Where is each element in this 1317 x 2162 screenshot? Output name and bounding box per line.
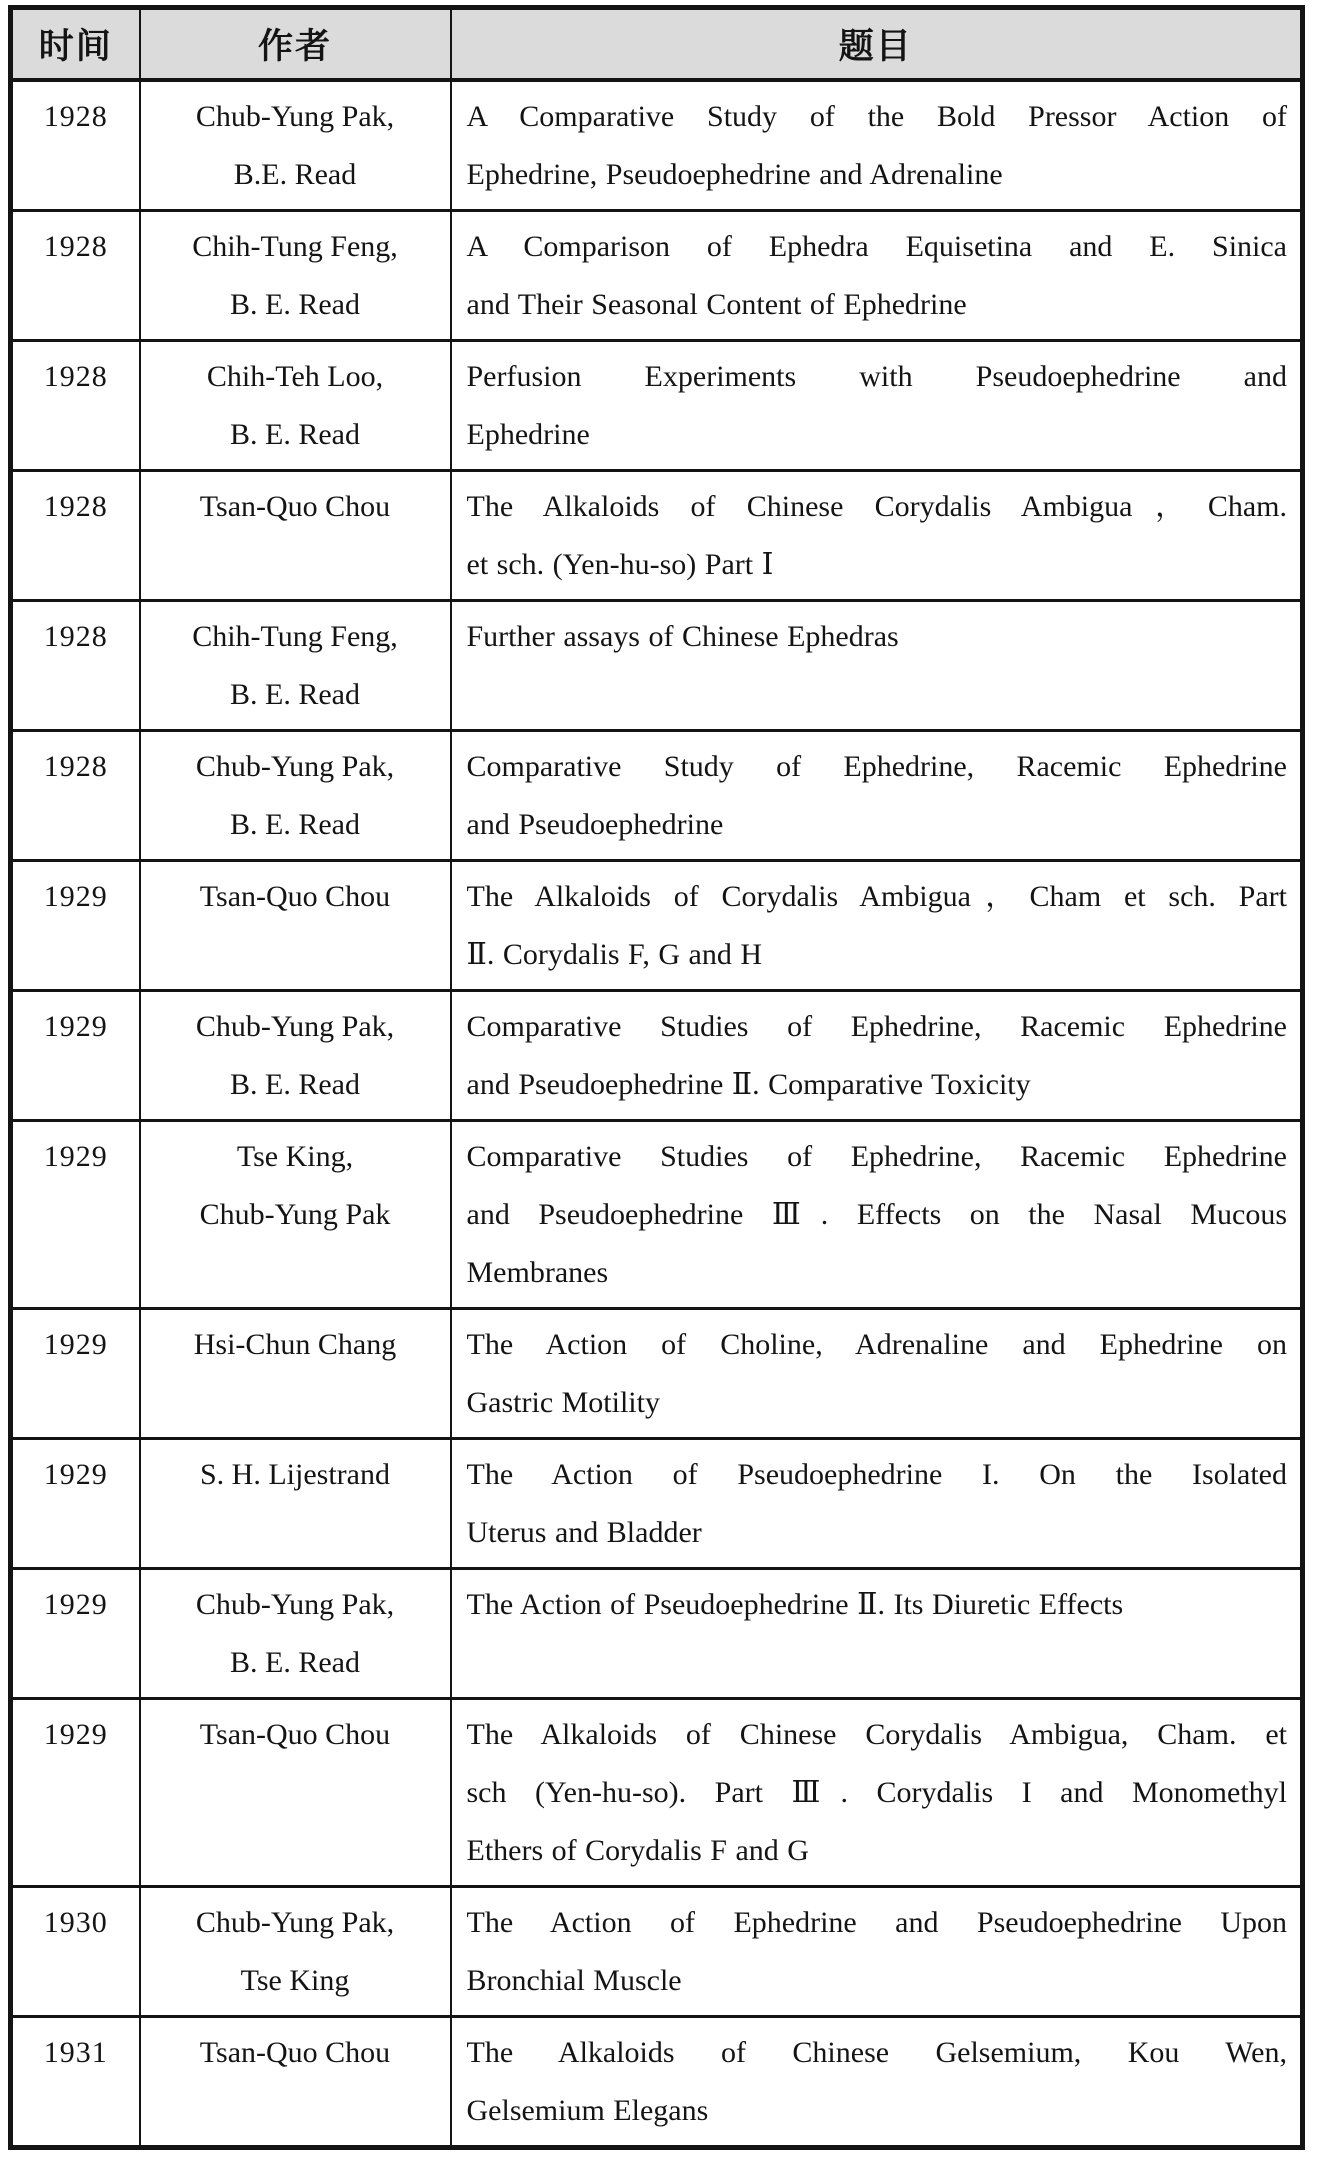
column-header-title: 题目 xyxy=(451,8,1303,80)
title-cell xyxy=(451,600,1303,730)
title-cell xyxy=(451,1698,1303,1886)
table-row xyxy=(11,1308,1303,1438)
table-row xyxy=(11,860,1303,990)
year-cell: 1928 xyxy=(11,80,140,211)
author-line: B. E. Read xyxy=(230,1067,360,1101)
author-line: Tsan-Quo Chou xyxy=(199,879,391,913)
table-row xyxy=(11,1886,1303,2016)
title-line: Further assays of Chinese Ephedras xyxy=(466,619,899,653)
year-cell: 1929 xyxy=(11,1120,140,1308)
title-cell xyxy=(451,1886,1303,2016)
title-cell xyxy=(451,990,1303,1120)
title-line: Bronchial Muscle xyxy=(466,1963,682,1997)
title-line: Gastric Motility xyxy=(466,1385,660,1419)
table-row xyxy=(11,600,1303,730)
table-row xyxy=(11,80,1303,211)
author-line: Chub-Yung Pak, xyxy=(195,1009,395,1043)
author-cell xyxy=(140,730,451,860)
author-line: Tse King xyxy=(240,1963,350,1997)
author-cell xyxy=(140,1308,451,1438)
author-line: Hsi-Chun Chang xyxy=(193,1327,397,1361)
author-line: B. E. Read xyxy=(230,807,360,841)
title-cell xyxy=(451,470,1303,600)
table-row xyxy=(11,1438,1303,1568)
author-cell xyxy=(140,1438,451,1568)
year-cell: 1928 xyxy=(11,340,140,470)
author-line: Chub-Yung Pak, xyxy=(195,1905,395,1939)
title-cell xyxy=(451,860,1303,990)
title-line: Uterus and Bladder xyxy=(466,1515,702,1549)
author-cell xyxy=(140,80,451,211)
author-cell xyxy=(140,1698,451,1886)
title-line: Comparative Studies of Ephedrine, Racemic Ephedrine xyxy=(466,1009,1287,1043)
title-cell xyxy=(451,1308,1303,1438)
title-line: A Comparison of Ephedra Equisetina and E. Sinica xyxy=(466,229,1287,263)
year-cell: 1928 xyxy=(11,600,140,730)
title-line: and Pseudoephedrine Ⅱ. Comparative Toxicity xyxy=(466,1067,1031,1101)
title-line: The Alkaloids of Chinese Gelsemium, Kou Wen, xyxy=(466,2035,1287,2069)
author-cell xyxy=(140,1886,451,2016)
title-line: Ethers of Corydalis F and G xyxy=(466,1833,809,1867)
table-row xyxy=(11,470,1303,600)
title-cell xyxy=(451,210,1303,340)
author-cell xyxy=(140,600,451,730)
table-row xyxy=(11,340,1303,470)
author-line: S. H. Lijestrand xyxy=(200,1457,390,1491)
title-line: The Action of Pseudoephedrine I. On the Isolated xyxy=(466,1457,1287,1491)
title-line: The Action of Pseudoephedrine Ⅱ. Its Diuretic Effects xyxy=(466,1587,1124,1621)
author-cell xyxy=(140,210,451,340)
title-line: Membranes xyxy=(466,1255,609,1289)
table-body xyxy=(11,80,1303,2148)
author-line: Chih-Teh Loo, xyxy=(206,359,384,393)
year-cell: 1929 xyxy=(11,1698,140,1886)
author-line: B. E. Read xyxy=(230,417,360,451)
title-line: Gelsemium Elegans xyxy=(466,2093,709,2127)
title-line: et sch. (Yen-hu-so) Part Ⅰ xyxy=(466,547,774,581)
title-line: Comparative Studies of Ephedrine, Racemic Ephedrine xyxy=(466,1139,1287,1173)
year-cell: 1928 xyxy=(11,730,140,860)
author-line: Tsan-Quo Chou xyxy=(199,489,391,523)
author-line: B.E. Read xyxy=(233,157,357,191)
title-cell xyxy=(451,340,1303,470)
title-line: and Pseudoephedrine xyxy=(466,807,724,841)
author-cell xyxy=(140,1120,451,1308)
table-row xyxy=(11,990,1303,1120)
column-header-time: 时间 xyxy=(11,8,140,80)
title-line: Perfusion Experiments with Pseudoephedrine and xyxy=(466,359,1287,393)
title-line: The Action of Choline, Adrenaline and Ephedrine on xyxy=(466,1327,1287,1361)
title-line: The Action of Ephedrine and Pseudoephedrine Upon xyxy=(466,1905,1287,1939)
author-line: Chub-Yung Pak, xyxy=(195,99,395,133)
author-line: Tse King, xyxy=(236,1139,354,1173)
author-line: B. E. Read xyxy=(230,1645,360,1679)
year-cell: 1929 xyxy=(11,1308,140,1438)
author-cell xyxy=(140,860,451,990)
title-cell xyxy=(451,80,1303,211)
year-cell: 1930 xyxy=(11,1886,140,2016)
title-line: Ephedrine, Pseudoephedrine and Adrenaline xyxy=(466,157,1003,191)
title-cell xyxy=(451,2016,1303,2147)
year-cell: 1929 xyxy=(11,1438,140,1568)
title-line: Comparative Study of Ephedrine, Racemic Ephedrine xyxy=(466,749,1287,783)
year-cell: 1928 xyxy=(11,210,140,340)
author-cell xyxy=(140,470,451,600)
title-line: Ephedrine xyxy=(466,417,590,451)
title-line: A Comparative Study of the Bold Pressor Action of xyxy=(466,99,1287,133)
author-line: Chub-Yung Pak, xyxy=(195,749,395,783)
year-cell: 1929 xyxy=(11,860,140,990)
author-cell xyxy=(140,990,451,1120)
author-line: Chub-Yung Pak, xyxy=(195,1587,395,1621)
title-cell xyxy=(451,1120,1303,1308)
author-line: Chub-Yung Pak xyxy=(199,1197,391,1231)
header-row xyxy=(11,8,1303,80)
title-line: The Alkaloids of Chinese Corydalis Ambigua, Cham. et xyxy=(466,1717,1287,1751)
author-cell xyxy=(140,340,451,470)
table-row xyxy=(11,210,1303,340)
title-cell xyxy=(451,730,1303,860)
column-header-author: 作者 xyxy=(140,8,451,80)
year-cell: 1928 xyxy=(11,470,140,600)
title-cell xyxy=(451,1438,1303,1568)
table-row xyxy=(11,1698,1303,1886)
title-line: Ⅱ. Corydalis F, G and H xyxy=(466,937,762,971)
title-cell xyxy=(451,1568,1303,1698)
author-line: Tsan-Quo Chou xyxy=(199,2035,391,2069)
author-line: B. E. Read xyxy=(230,677,360,711)
author-line: B. E. Read xyxy=(230,287,360,321)
title-line: and Pseudoephedrine Ⅲ. Effects on the Nasal Mucous xyxy=(466,1197,1287,1231)
publications-table xyxy=(8,5,1305,2150)
title-line: sch (Yen-hu-so). Part Ⅲ. Corydalis I and Monomethyl xyxy=(466,1775,1287,1809)
author-cell xyxy=(140,2016,451,2147)
year-cell: 1929 xyxy=(11,990,140,1120)
table-row xyxy=(11,1568,1303,1698)
author-line: Chih-Tung Feng, xyxy=(192,229,398,263)
table-row xyxy=(11,1120,1303,1308)
table-row xyxy=(11,730,1303,860)
title-line: The Alkaloids of Chinese Corydalis Ambigua，Cham. xyxy=(466,489,1287,523)
author-cell xyxy=(140,1568,451,1698)
author-line: Tsan-Quo Chou xyxy=(199,1717,391,1751)
title-line: and Their Seasonal Content of Ephedrine xyxy=(466,287,967,321)
year-cell: 1931 xyxy=(11,2016,140,2147)
author-line: Chih-Tung Feng, xyxy=(192,619,398,653)
title-line: The Alkaloids of Corydalis Ambigua，Cham et sch. Part xyxy=(466,879,1287,913)
year-cell: 1929 xyxy=(11,1568,140,1698)
table-row xyxy=(11,2016,1303,2147)
